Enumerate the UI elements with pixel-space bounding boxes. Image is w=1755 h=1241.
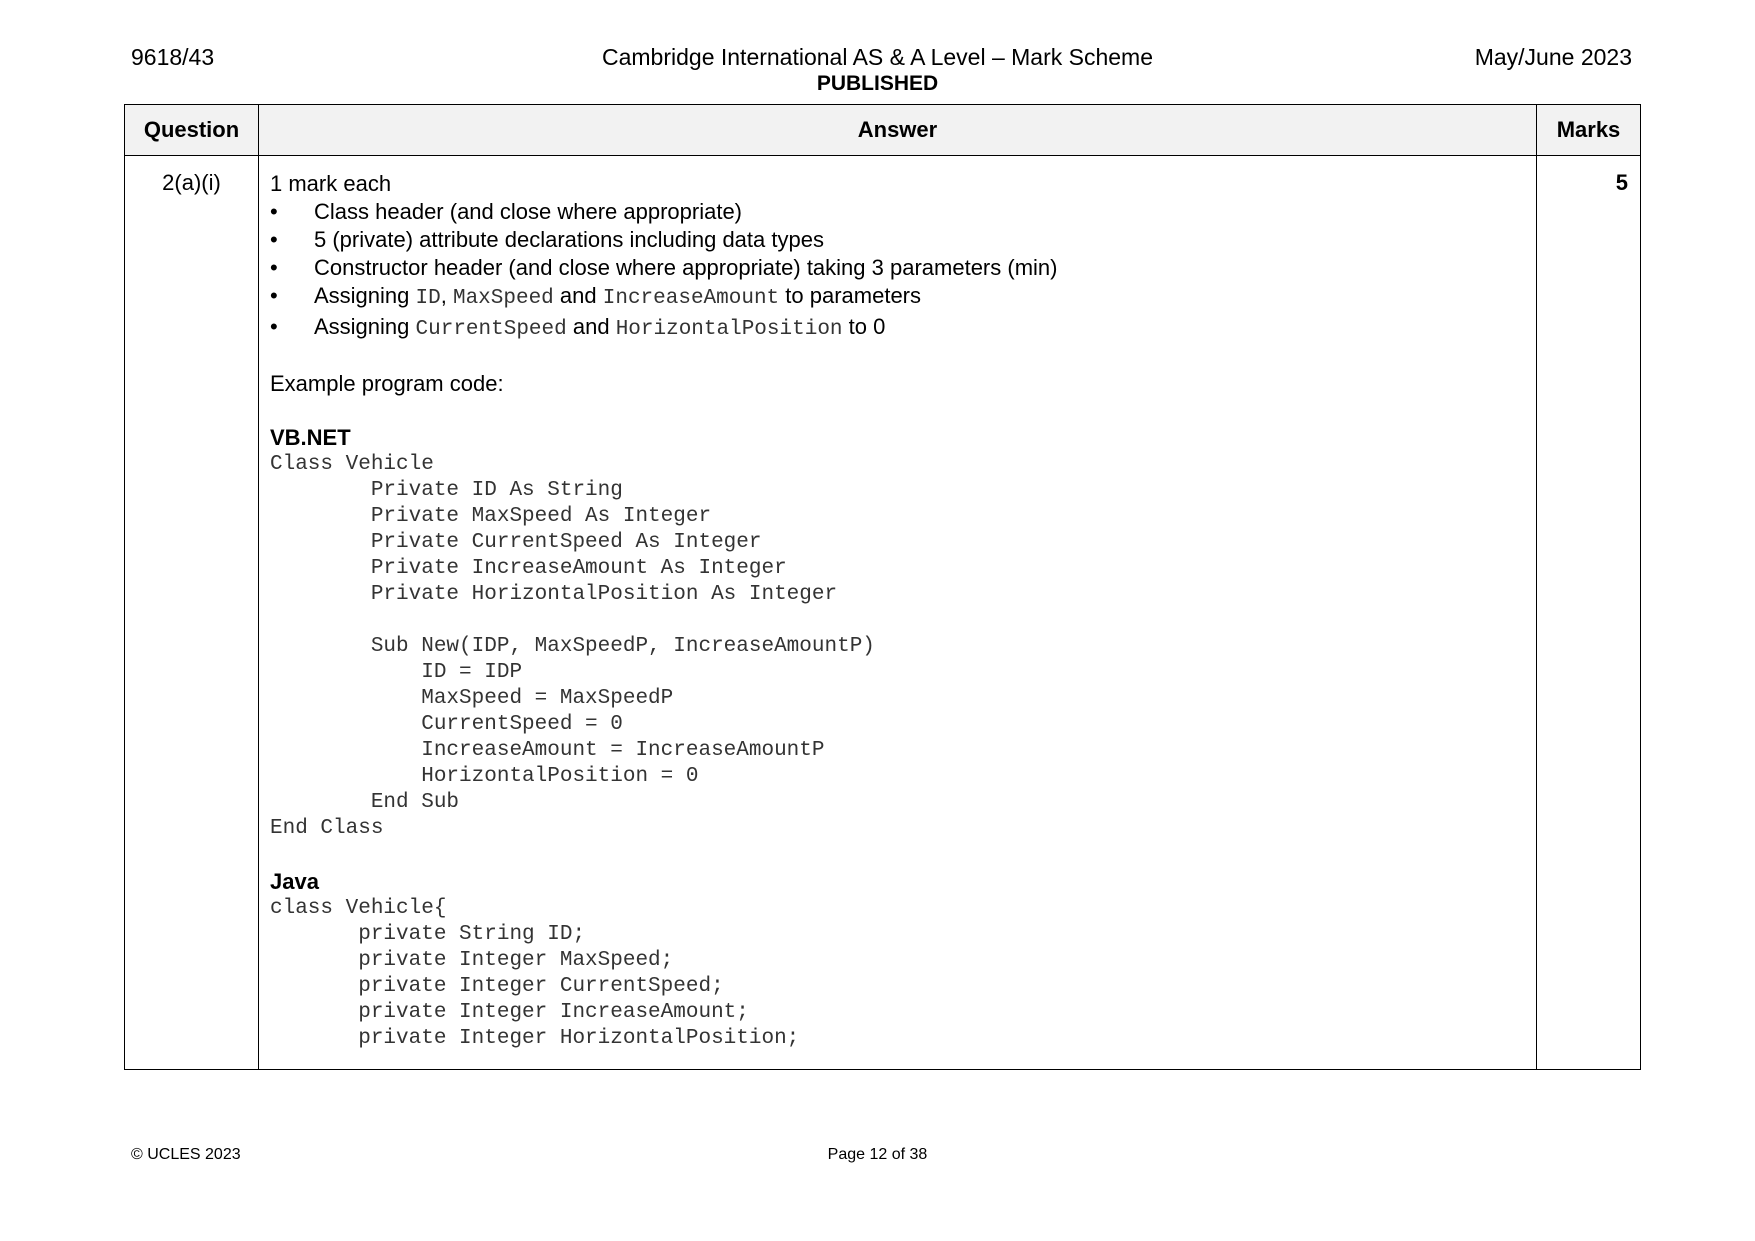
code-identifier: HorizontalPosition [615,318,843,341]
published-label: PUBLISHED [816,72,939,95]
marking-point-text: Assigning [314,314,416,339]
mark-scheme-table [124,104,1641,1070]
code-identifier: CurrentSpeed [415,318,567,341]
vbnet-code-block: Class Vehicle Private ID As String Private MaxSpeed As Integer Private CurrentSpeed As Integer Private IncreaseAmount As Integer Private HorizontalPosition As Integer Sub New(IDP, MaxSpeedP, IncreaseAmountP) ID = IDP MaxSpeed = MaxSpeedP CurrentSpeed = 0 IncreaseAmount = IncreaseAmountP HorizontalPosition = 0 End Sub End Class [270,453,875,840]
table-header-row [125,105,1641,156]
marking-point-text: Assigning [314,283,416,308]
marking-point-text: and [553,283,603,308]
code-identifier: IncreaseAmount [602,287,780,310]
marking-point [270,313,1536,344]
exam-session: May/June 2023 [1474,44,1632,70]
document-title: Cambridge International AS & A Level – Mark Scheme [601,44,1154,70]
marking-point: • Class header (and close where appropriate) [270,198,1536,226]
column-header-question: Question [125,105,259,156]
code-identifier: ID [415,287,441,310]
marking-point-text: to 0 [842,314,886,339]
answer-cell [259,156,1537,1070]
marking-point: • Constructor header (and close where appropriate) taking 3 parameters (min) [270,254,1536,282]
marks-value: 5 [1537,156,1641,1070]
column-header-marks: Marks [1537,105,1641,156]
mark-allocation-intro: 1 mark each [270,171,392,196]
question-number: 2(a)(i) [125,156,259,1070]
java-heading: Java [270,869,319,894]
marking-point-text: to parameters [779,283,922,308]
copyright-notice: © UCLES 2023 [131,1146,241,1163]
marking-points-list [270,198,1536,344]
table-row [125,156,1641,1070]
page-number: Page 12 of 38 [827,1146,928,1163]
marking-point-text: , [440,283,453,308]
column-header-answer: Answer [259,105,1537,156]
example-code-label: Example program code: [270,371,504,396]
code-identifier: MaxSpeed [452,287,554,310]
marking-point-text: and [566,314,616,339]
paper-code: 9618/43 [131,44,215,70]
marking-point [270,282,1536,313]
java-code-block: class Vehicle{ private String ID; private Integer MaxSpeed; private Integer CurrentSpeed; private Integer IncreaseAmount; private Integer HorizontalPosition; [270,897,800,1050]
marking-point: • 5 (private) attribute declarations including data types [270,226,1536,254]
vbnet-heading: VB.NET [270,425,351,450]
